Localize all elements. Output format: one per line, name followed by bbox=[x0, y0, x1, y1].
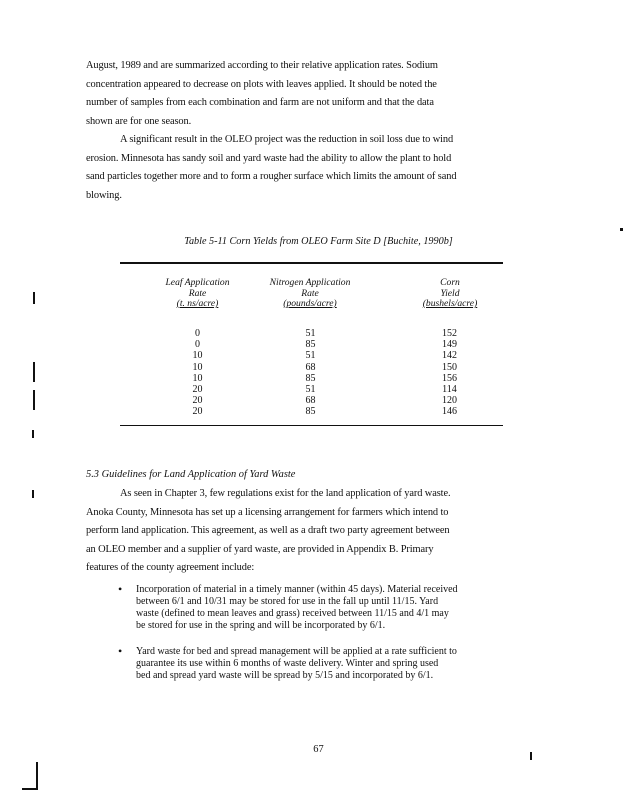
text-line: sand particles together more and to form a rougher surface which limits the amount of sand bbox=[86, 171, 457, 183]
table-caption: Table 5-11 Corn Yields from OLEO Farm Site D [Buchite, 1990b] bbox=[184, 236, 453, 247]
text-line: waste (defined to mean leaves and grass) received between 11/15 and 4/1 may bbox=[136, 608, 449, 619]
header-line: Rate bbox=[301, 287, 319, 299]
text-line: As seen in Chapter 3, few regulations exist for the land application of yard waste. bbox=[120, 488, 451, 499]
header-line: (pounds/acre) bbox=[283, 298, 337, 309]
table-cell: 142 bbox=[442, 350, 457, 362]
header-nitrogen-rate bbox=[250, 278, 370, 310]
text-line: Yard waste for bed and spread management will be applied at a rate sufficient to bbox=[136, 646, 457, 657]
paragraph-2 bbox=[86, 131, 546, 205]
table-cell: 68 bbox=[305, 361, 316, 373]
table-cell: 150 bbox=[442, 361, 457, 373]
table-cell: 51 bbox=[305, 384, 316, 396]
paragraph-1 bbox=[86, 57, 546, 131]
header-line: Nitrogen Application bbox=[269, 277, 351, 288]
table-cell: 0 bbox=[195, 328, 200, 339]
scan-mark bbox=[32, 430, 34, 438]
column-nitrogen-rate bbox=[283, 328, 338, 418]
table-cell: 85 bbox=[305, 339, 316, 351]
scan-mark bbox=[22, 788, 38, 790]
text-line: blowing. bbox=[86, 189, 122, 201]
scan-mark bbox=[33, 292, 35, 304]
column-leaf-rate bbox=[170, 328, 225, 418]
table-cell: 51 bbox=[305, 328, 316, 339]
header-line: Yield bbox=[440, 287, 460, 299]
table-cell: 149 bbox=[442, 339, 457, 351]
paragraph-3 bbox=[86, 485, 546, 578]
text-line: an OLEO member and a supplier of yard waste, are provided in Appendix B. Primary bbox=[86, 543, 434, 555]
bullet-marker-icon: • bbox=[118, 644, 123, 658]
text-line: Anoka County, Minnesota has set up a licensing arrangement for farmers which intend to bbox=[86, 506, 449, 518]
table-cell: 114 bbox=[442, 384, 457, 396]
table-top-rule bbox=[120, 262, 503, 264]
bullet-item-1 bbox=[136, 584, 528, 632]
table-bottom-rule bbox=[120, 425, 503, 426]
header-line: (bushels/acre) bbox=[422, 298, 478, 309]
header-leaf-rate bbox=[150, 278, 245, 310]
table-cell: 10 bbox=[192, 372, 203, 384]
scan-mark bbox=[33, 390, 35, 410]
text-line: be stored for use in the spring and will be incorporated by 6/1. bbox=[136, 620, 386, 631]
text-line: Incorporation of material in a timely manner (within 45 days). Material received bbox=[136, 584, 458, 595]
text-line: erosion. Minnesota has sandy soil and yard waste had the ability to allow the plant to hold bbox=[86, 152, 452, 164]
table-cell: 68 bbox=[305, 395, 316, 407]
section-heading: 5.3 Guidelines for Land Application of Yard Waste bbox=[86, 469, 296, 480]
scan-mark bbox=[33, 362, 35, 382]
header-line: (t. ns/acre) bbox=[176, 298, 219, 309]
scan-mark bbox=[530, 752, 532, 760]
table-cell: 51 bbox=[305, 350, 316, 362]
table-cell: 20 bbox=[192, 384, 203, 396]
table-cell: 85 bbox=[305, 372, 316, 384]
table-cell: 146 bbox=[442, 406, 457, 418]
column-corn-yield bbox=[422, 328, 477, 418]
scan-mark bbox=[620, 228, 623, 231]
table-cell: 20 bbox=[192, 395, 203, 407]
table-cell: 85 bbox=[305, 406, 316, 418]
text-line: August, 1989 and are summarized according to their relative application rates. Sodium bbox=[86, 60, 438, 71]
header-line: Leaf Application bbox=[165, 277, 230, 288]
header-line: Corn bbox=[440, 277, 460, 288]
text-line: guarantee its use within 6 months of waste delivery. Winter and spring used bbox=[136, 658, 439, 669]
page-number: 67 bbox=[313, 744, 324, 755]
table-cell: 20 bbox=[192, 406, 203, 418]
bullet-item-2 bbox=[136, 646, 528, 682]
text-line: shown are for one season. bbox=[86, 115, 192, 127]
table-cell: 10 bbox=[192, 350, 203, 362]
text-line: perform land application. This agreement, as well as a draft two party agreement between bbox=[86, 525, 450, 537]
table-cell: 152 bbox=[442, 328, 457, 339]
table-cell: 156 bbox=[442, 372, 457, 384]
text-line: between 6/1 and 10/31 may be stored for use in the fall up until 11/15. Yard bbox=[136, 596, 439, 607]
bullet-marker-icon: • bbox=[118, 582, 123, 596]
table-cell: 120 bbox=[442, 395, 457, 407]
text-line: A significant result in the OLEO project was the reduction in soil loss due to wind bbox=[120, 134, 454, 145]
scan-mark bbox=[36, 762, 38, 790]
text-line: number of samples from each combination and farm are not uniform and that the data bbox=[86, 97, 434, 109]
text-line: features of the county agreement include: bbox=[86, 562, 255, 574]
text-line: bed and spread yard waste will be spread by 5/15 and incorporated by 6/1. bbox=[136, 670, 434, 681]
header-corn-yield bbox=[404, 278, 496, 310]
table-cell: 0 bbox=[195, 339, 200, 351]
header-line: Rate bbox=[188, 287, 207, 299]
table-cell: 10 bbox=[192, 361, 203, 373]
text-line: concentration appeared to decrease on plots with leaves applied. It should be noted the bbox=[86, 78, 437, 90]
scan-mark bbox=[32, 490, 34, 498]
